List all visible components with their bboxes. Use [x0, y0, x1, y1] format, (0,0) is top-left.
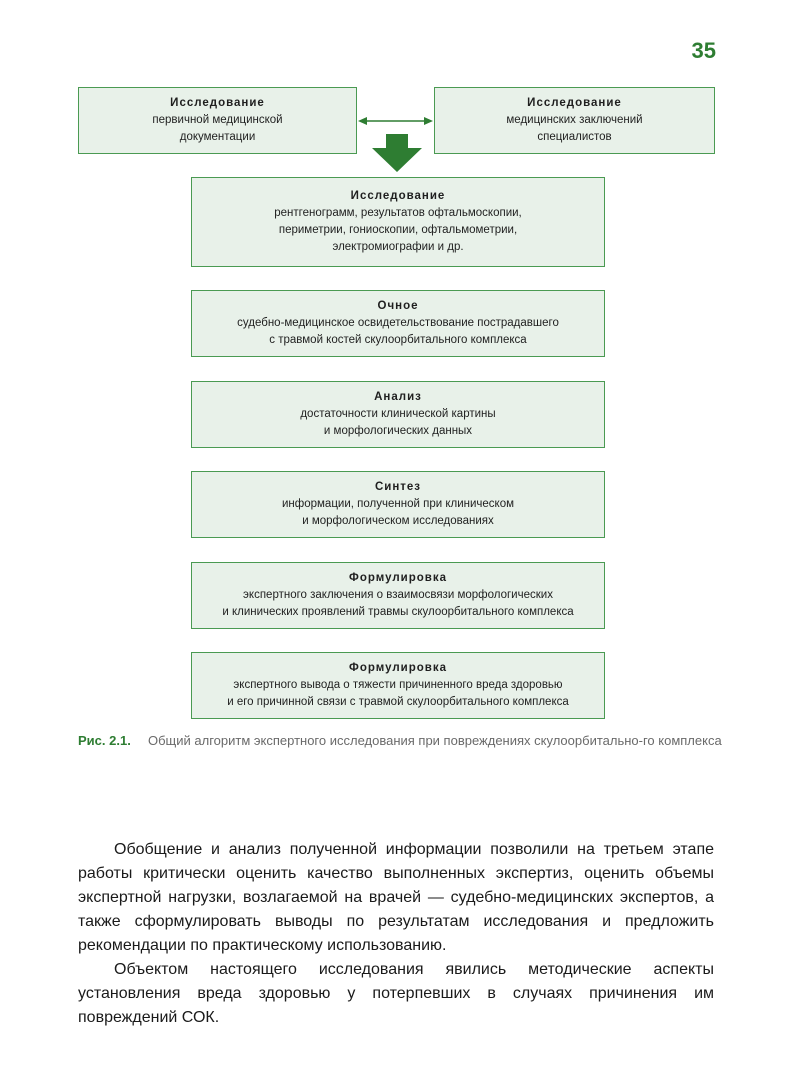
box-title: Исследование	[350, 190, 446, 202]
box-title: Формулировка	[349, 572, 447, 584]
box-synthesis	[191, 471, 605, 538]
caption-label: Рис. 2.1.	[78, 733, 131, 748]
box-expert-conclusion	[191, 562, 605, 629]
box-title: Исследование	[170, 97, 265, 109]
box-line: медицинских заключений	[506, 114, 643, 126]
caption-text: Общий алгоритм экспертного исследования при повреждениях скулоорбитально-го комплекса	[148, 733, 722, 748]
box-title: Формулировка	[349, 662, 447, 674]
box-line: и морфологических данных	[323, 425, 473, 437]
box-line: рентгенограмм, результатов офтальмоскопии,	[274, 207, 522, 219]
paragraph: Объектом настоящего исследования явились методические аспекты установления вреда здоровью у потерпевших в случаях причинения им повреждений СОК.	[78, 961, 714, 1026]
double-arrow-icon	[358, 117, 433, 125]
box-specialist-conclusions	[434, 87, 715, 154]
box-line: с травмой костей скулоорбитального комплекса	[269, 334, 527, 346]
paragraph: Обобщение и анализ полученной информации позволили на третьем этапе работы критически оценить качество выполненных экспертиз, оценить объемы экспертной нагрузки, возлагаемой на врачей — судебно-медицинских экспертов, а также сформулировать выводы по результатам исследования и предложить рекомендации по практическому использованию.	[78, 841, 714, 954]
box-line: и морфологическом исследованиях	[302, 515, 494, 527]
box-primary-documentation	[78, 87, 357, 154]
box-expert-verdict	[191, 652, 605, 719]
box-analysis	[191, 381, 605, 448]
box-radiograph-study	[191, 177, 605, 267]
box-line: экспертного заключения о взаимосвязи морфологических	[243, 589, 553, 601]
box-line: и его причинной связи с травмой скулоорбитального комплекса	[227, 696, 569, 708]
box-title: Исследование	[527, 97, 622, 109]
page-number: 35	[691, 38, 716, 63]
box-line: периметрии, гониоскопии, офтальмометрии,	[278, 224, 518, 236]
box-line: информации, полученной при клиническом	[282, 498, 514, 510]
body-text	[78, 838, 714, 1030]
box-title: Очное	[377, 300, 419, 312]
box-line: специалистов	[537, 131, 612, 143]
down-arrow-icon	[372, 134, 422, 172]
box-title: Синтез	[374, 481, 422, 493]
figure-caption	[78, 732, 728, 749]
box-in-person-examination	[191, 290, 605, 357]
box-line: экспертного вывода о тяжести причиненного вреда здоровью	[233, 679, 563, 691]
box-line: достаточности клинической картины	[300, 408, 496, 420]
box-line: электромиографии и др.	[332, 241, 464, 253]
box-line: судебно-медицинское освидетельствование пострадавшего	[237, 317, 559, 329]
box-line: первичной медицинской	[152, 114, 283, 126]
box-title: Анализ	[374, 391, 422, 403]
box-line: и клинических проявлений травмы скулоорбитального комплекса	[222, 606, 574, 618]
box-line: документации	[179, 131, 256, 143]
